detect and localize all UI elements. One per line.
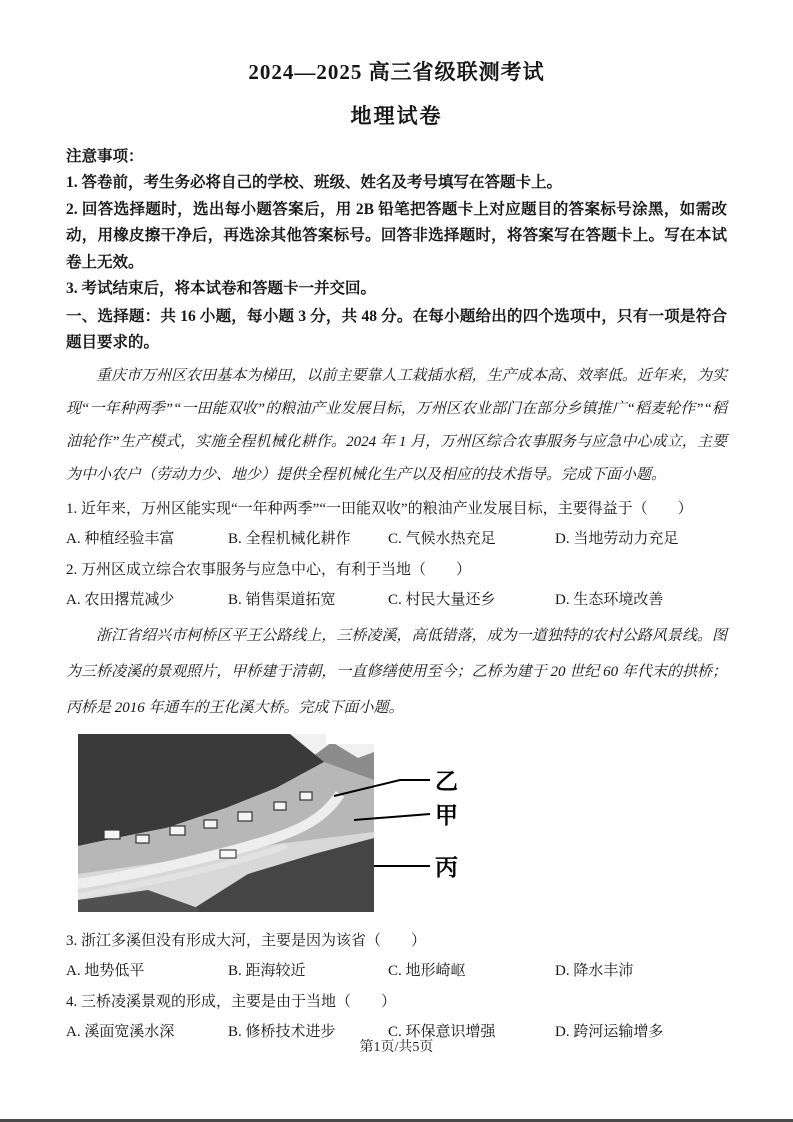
question-2-option-d: D. 生态环境改善	[555, 591, 664, 608]
passage-bridges: 浙江省绍兴市柯桥区平王公路线上，三桥凌溪，高低错落，成为一道独特的农村公路风景线。图为三桥凌溪的景观照片，甲桥建于清朝，一直修缮使用至今；乙桥为建于 20 世纪 60 年代末的拱桥；丙桥是 2016 年通车的王化溪大桥。完成下面小题。	[66, 627, 727, 716]
question-3-stem: 3. 浙江多溪但没有形成大河，主要是因为该省（ ）	[66, 932, 427, 949]
page-number: 第1页/共5页	[359, 1040, 434, 1055]
question-1-stem: 1. 近年来，万州区能实现“一年种两季”“一田能双收”的粮油产业发展目标，主要得益于（ ）	[66, 500, 693, 517]
question-4-option-d: D. 跨河运输增多	[555, 1023, 664, 1040]
figure-label-bing: 丙	[435, 854, 458, 880]
question-3-option-d: D. 降水丰沛	[555, 962, 634, 979]
question-2-option-a: A. 农田撂荒减少	[66, 591, 175, 608]
question-4-stem: 4. 三桥凌溪景观的形成，主要是由于当地（ ）	[66, 993, 397, 1010]
figure-label-yi: 乙	[435, 768, 458, 794]
question-2	[66, 555, 727, 615]
question-1	[66, 494, 727, 554]
question-4-option-c: C. 环保意识增强	[388, 1023, 496, 1040]
notice-item-3: 3. 考试结束后，将本试卷和答题卡一并交回。	[66, 280, 377, 297]
question-1-option-d: D. 当地劳动力充足	[555, 530, 679, 547]
bridge-photo	[78, 732, 462, 914]
question-2-option-c: C. 村民大量还乡	[388, 591, 496, 608]
exam-title: 2024—2025 高三省级联测考试	[248, 60, 545, 84]
question-1-option-c: C. 气候水热充足	[388, 530, 496, 547]
question-3-option-a: A. 地势低平	[66, 962, 145, 979]
notice-item-1: 1. 答卷前，考生务必将自己的学校、班级、姓名及考号填写在答题卡上。	[66, 174, 563, 191]
question-3-option-b: B. 距海较近	[228, 962, 306, 979]
figure-label-jia: 甲	[435, 802, 458, 828]
notice-section	[66, 144, 727, 303]
notice-heading: 注意事项：	[66, 148, 144, 165]
passage-wanzhou: 重庆市万州区农田基本为梯田，以前主要靠人工栽插水稻，生产成本高、效率低。近年来，为实现“一年种两季”“一田能双收”的粮油产业发展目标，万州区农业部门在部分乡镇推广“稻麦轮作”“稻油轮作”生产模式，实施全程机械化耕作。2024 年 1 月，万州区综合农事服务与应急中心成立，主要为中小农户（劳动力少、地少）提供全程机械化生产以及相应的技术指导。完成下面小题。	[66, 367, 727, 483]
question-2-options	[66, 585, 727, 615]
question-2-option-b: B. 销售渠道拓宽	[228, 591, 336, 608]
bridge-figure	[78, 732, 462, 914]
question-4-option-b: B. 修桥技术进步	[228, 1023, 336, 1040]
question-3-option-c: C. 地形崎岖	[388, 962, 466, 979]
question-3-options	[66, 956, 727, 986]
section-heading: 一、选择题：共 16 小题，每小题 3 分，共 48 分。在每小题给出的四个选项中，只有一项是符合题目要求的。	[66, 307, 727, 351]
question-4-option-a: A. 溪面宽溪水深	[66, 1023, 175, 1040]
exam-subtitle: 地理试卷	[350, 104, 443, 128]
notice-item-2: 2. 回答选择题时，选出每小题答案后，用 2B 铅笔把答题卡上对应题目的答案标号涂黑，如需改动，用橡皮擦干净后，再选涂其他答案标号。回答非选择题时，将答案写在答题卡上。写在本试卷上无效。	[66, 200, 727, 271]
question-2-stem: 2. 万州区成立综合农事服务与应急中心，有利于当地（ ）	[66, 561, 472, 578]
question-1-options	[66, 524, 727, 554]
question-1-option-b: B. 全程机械化耕作	[228, 530, 351, 547]
question-3	[66, 926, 727, 986]
question-1-option-a: A. 种植经验丰富	[66, 530, 175, 547]
